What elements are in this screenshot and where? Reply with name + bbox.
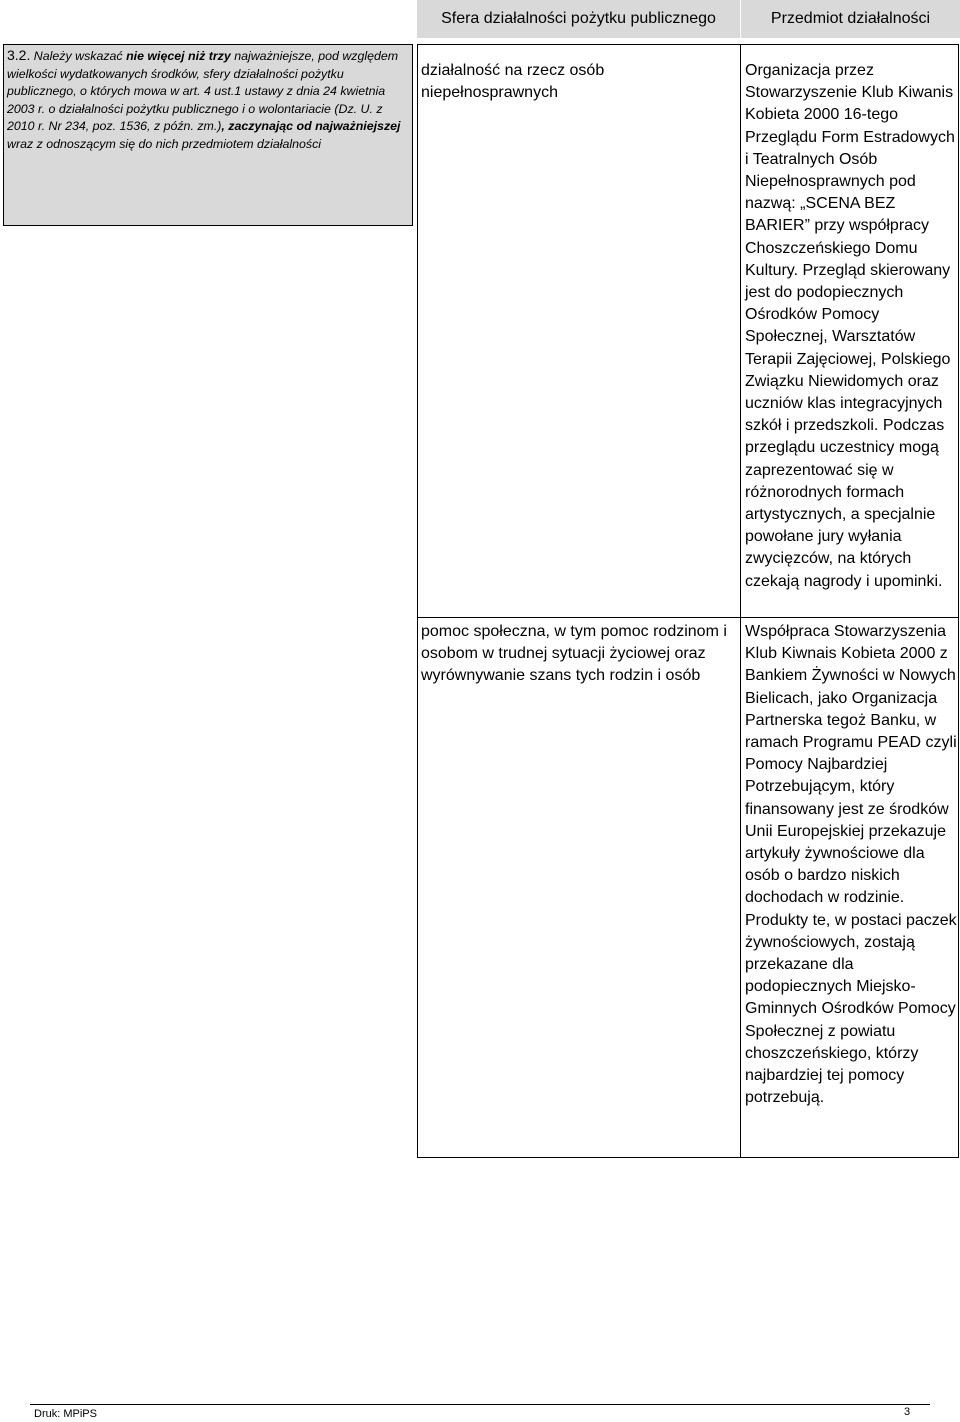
question-text xyxy=(7,47,407,154)
header-subject: Przedmiot działalności xyxy=(741,0,960,38)
question-bold-order: , zaczynając od najważniejszej xyxy=(221,119,401,134)
row-2-sphere: pomoc społeczna, w tym pomoc rodzinom i osobom w trudnej sytuacji życiowej oraz wyrównywanie szans tych rodzin i osób xyxy=(421,623,727,685)
table-column-divider xyxy=(740,44,741,1158)
question-number: 3.2. xyxy=(7,47,31,63)
header-sphere: Sfera działalności pożytku publicznego xyxy=(417,0,740,38)
question-middle: najważniejsze, pod względem wielkości wydatkowanych środków, sfery działalności pożytku publicznego, o których mowa w art. 4 ust.1 ustawy z dnia 24 kwietnia 2003 r. o działalności pożytku publicznego i o wolontariacie (Dz. U. z 2010 r. Nr 234, poz. 1536, z późn. zm.) xyxy=(7,49,399,134)
footer-print-label: Druk: MPiPS xyxy=(34,1408,97,1420)
row-1-sphere: działalność na rzecz osób niepełnosprawnych xyxy=(421,62,605,102)
question-box xyxy=(3,44,413,226)
footer-divider xyxy=(30,1404,930,1405)
question-tail: wraz z odnoszącym się do nich przedmiotem działalności xyxy=(7,136,322,151)
table-row-divider xyxy=(417,617,959,618)
question-lead: Należy wskazać xyxy=(30,49,127,63)
question-bold-limit: nie więcej niż trzy xyxy=(126,49,231,63)
row-2-subject: Współpraca Stowarzyszenia Klub Kiwnais Kobieta 2000 z Bankiem Żywności w Nowych Bielicach, jako Organizacja Partnerska tegoż Banku, w ramach Programu PEAD czyli Pomocy Najbardziej Potrzebującym, który finansowany jest ze środków Unii Europejskiej przekazuje artykuły żywnościowe dla osób o bardzo niskich dochodach w rodzinie. Produkty te, w postaci paczek żywnościowych, zostają przekazane dla podopiecznych Miejsko-Gminnych Ośrodków Pomocy Społecznej z powiatu choszczeńskiego, którzy najbardziej tej pomocy potrzebują. xyxy=(745,623,957,1107)
page-number: 3 xyxy=(904,1406,911,1418)
row-1-subject: Organizacja przez Stowarzyszenie Klub Kiwanis Kobieta 2000 16-tego Przeglądu Form Estradowych i Teatralnych Osób Niepełnosprawnych pod nazwą: „SCENA BEZ BARIER” przy współpracy Choszczeńskiego Domu Kultury. Przegląd skierowany jest do podopiecznych Ośrodków Pomocy Społecznej, Warsztatów Terapii Zajęciowej, Polskiego Związku Niewidomych oraz uczniów klas integracyjnych szkół i przedszkoli. Podczas przeglądu uczestnicy mogą zaprezentować się w różnorodnych formach artystycznych, a specjalnie powołane jury wyłania zwycięzców, na których czekają nagrody i upominki. xyxy=(745,62,955,590)
